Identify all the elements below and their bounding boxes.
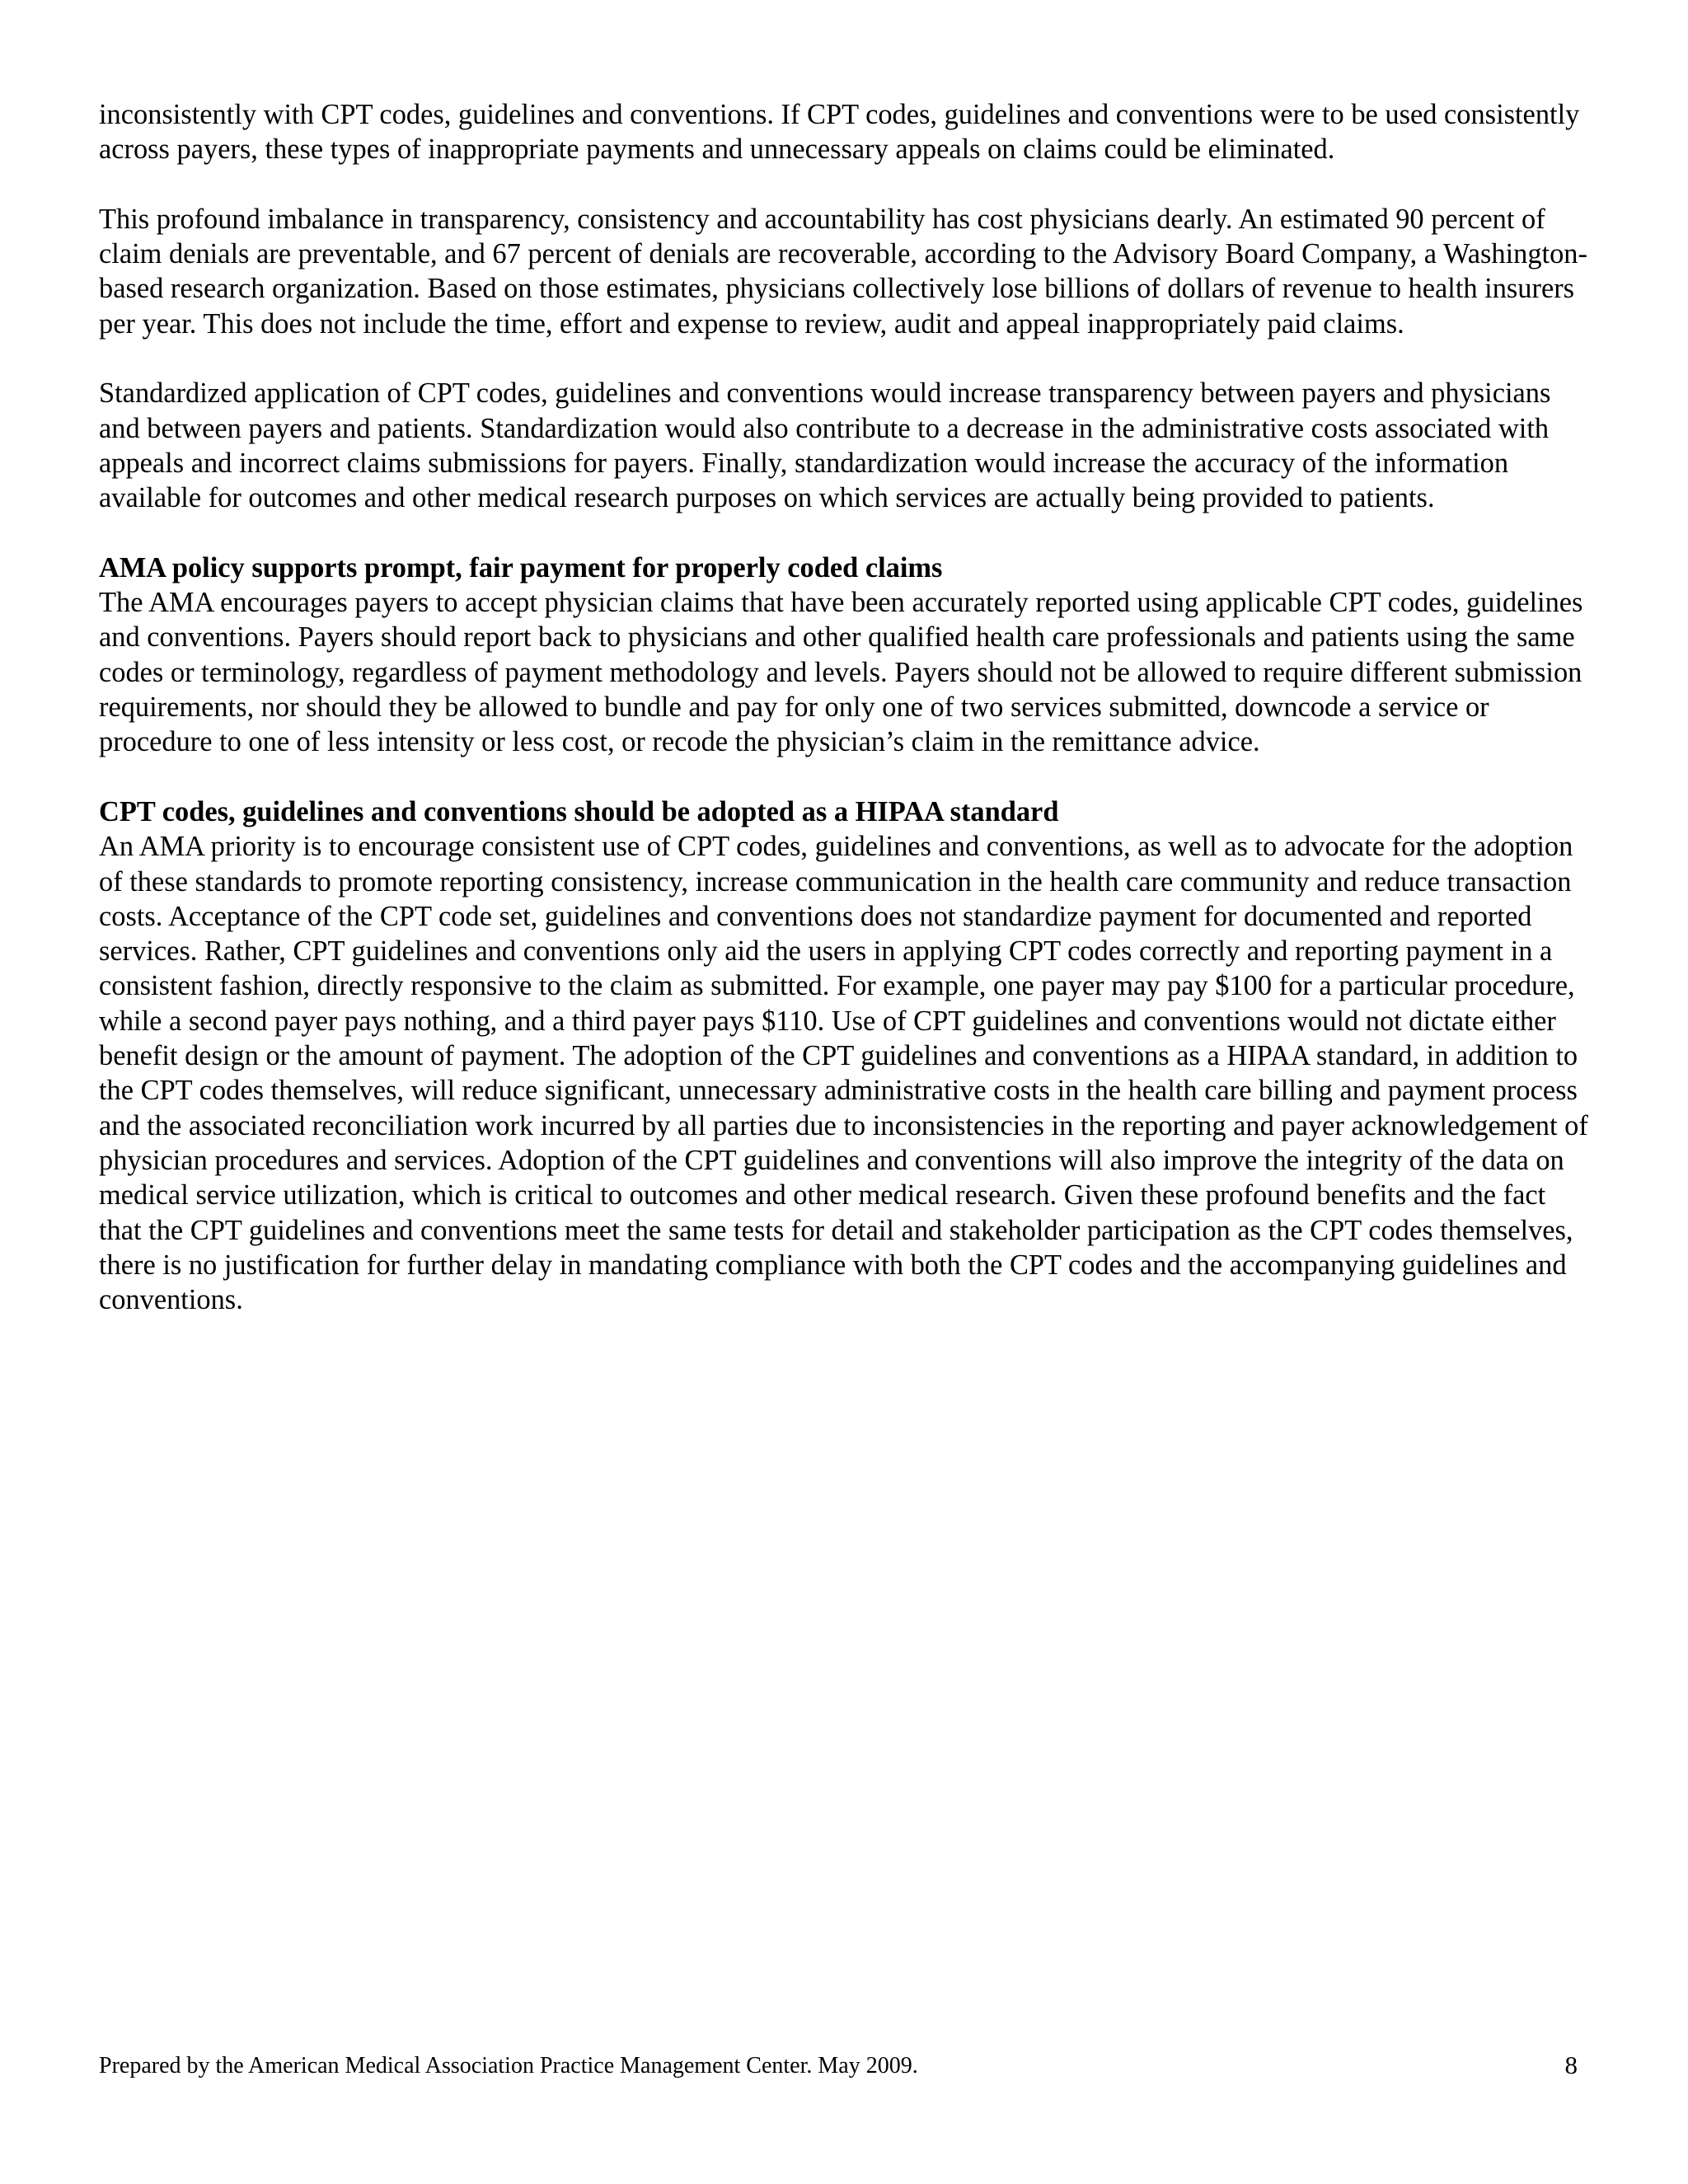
section-body: An AMA priority is to encourage consistent use of CPT codes, guidelines and conventions, as well as to advocate for the adoption of these standards to promote reporting consistency, increase communication in the health care community and reduce transaction costs. Acceptance of the CPT code set, guidelines and conventions does not standardize payment for documented and reported services. Rather, CPT guidelines and conventions only aid the users in applying CPT codes correctly and reporting payment in a consistent fashion, directly responsive to the claim as submitted. For example, one payer may pay $100 for a particular procedure, while a second payer pays nothing, and a third payer pays $110. Use of CPT guidelines and conventions would not dictate either benefit design or the amount of payment. The adoption of the CPT guidelines and conventions as a HIPAA standard, in addition to the CPT codes themselves, will reduce significant, unnecessary administrative costs in the health care billing and payment process and the associated reconciliation work incurred by all parties due to inconsistencies in the reporting and payer acknowledgement of physician procedures and services. Adoption of the CPT guidelines and conventions will also improve the integrity of the data on medical service utilization, which is critical to outcomes and other medical research. Given these profound benefits and the fact that the CPT guidelines and conventions meet the same tests for detail and stakeholder participation as the CPT codes themselves, there is no justification for further delay in mandating compliance with both the CPT codes and the accompanying guidelines and conventions. [99,831,1588,1316]
paragraph-imbalance-cost: This profound imbalance in transparency, consistency and accountability has cost physicians dearly. An estimated 90 percent of claim denials are preventable, and 67 percent of denials are recoverable, according to the Advisory Board Company, a Washington-based research organization. Based on those estimates, physicians collectively lose billions of dollars of revenue to health insurers per year. This does not include the time, effort and expense to review, audit and appeal inappropriately paid claims. [99,203,1587,340]
section-heading: CPT codes, guidelines and conventions should be adopted as a HIPAA standard [99,795,1059,827]
section-hipaa-standard [99,794,1591,1317]
section-body: The AMA encourages payers to accept physician claims that have been accurately reported using applicable CPT codes, guidelines and conventions. Payers should report back to physicians and other qualified health care professionals and patients using the same codes or terminology, regardless of payment methodology and levels. Payers should not be allowed to require different submission requirements, nor should they be allowed to bundle and pay for only one of two services submitted, downcode a service or procedure to one of less intensity or less cost, or recode the physician’s claim in the remittance advice. [99,587,1583,758]
footer-credit: Prepared by the American Medical Association Practice Management Center. May 2009. [99,2053,918,2079]
page-number: 8 [1564,2050,1578,2079]
section-ama-policy [99,551,1591,760]
section-heading: AMA policy supports prompt, fair payment for properly coded claims [99,551,943,583]
paragraph-standardization-benefits: Standardized application of CPT codes, guidelines and conventions would increase transparency between payers and physicians and between payers and patients. Standardization would also contribute to a decrease in the administrative costs associated with appeals and incorrect claims submissions for payers. Finally, standardization would increase the accuracy of the information available for outcomes and other medical research purposes on which services are actually being provided to patients. [99,377,1551,514]
paragraph-payer-consistency: inconsistently with CPT codes, guidelines and conventions. If CPT codes, guidelines and conventions were to be used consistently across payers, these types of inappropriate payments and unnecessary appeals on claims could be eliminated. [99,99,1580,166]
document-body [99,97,1591,1352]
